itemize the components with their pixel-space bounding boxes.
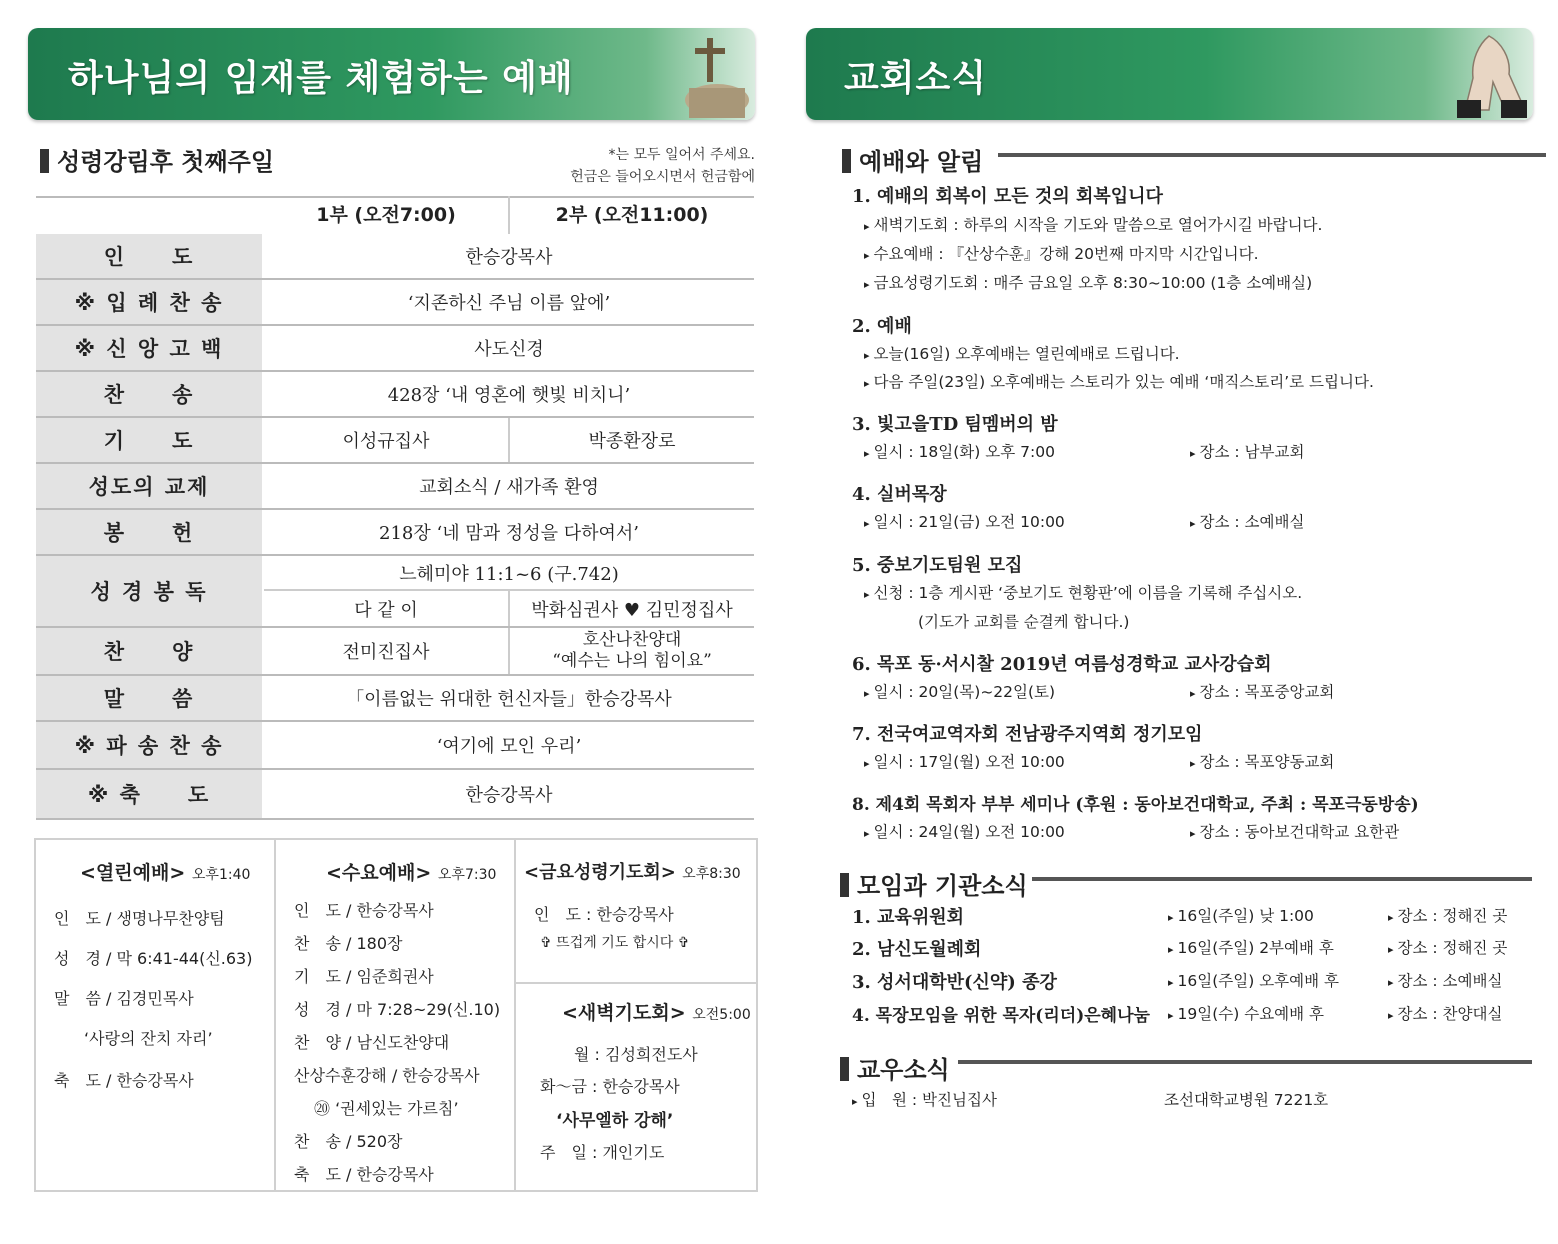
table-row (36, 510, 754, 556)
meeting-where: ▸ 장소 : 정해진 곳 (1388, 936, 1507, 958)
section-marker (40, 149, 49, 173)
meeting-when: ▸ 16일(주일) 오후예배 후 (1168, 969, 1339, 991)
section-marker (842, 149, 851, 173)
meeting-when: ▸ 16일(주일) 낮 1:00 (1168, 904, 1314, 926)
geumyo-title: <금요성령기도회> 오후8:30 (524, 862, 741, 883)
meeting-name: 1. 교육위원회 (852, 907, 964, 928)
row-value: 사도신경 (474, 339, 544, 360)
table-row (36, 556, 754, 628)
table-row (36, 464, 754, 510)
news-banner-title: 교회소식 (844, 58, 988, 99)
table-top-line (36, 196, 754, 198)
row-label: 인 도 (36, 234, 262, 278)
yeollin-line: ‘사랑의 잔치 자리’ (84, 1029, 213, 1048)
notice-detail: ▸ 일시 : 18일(화) 오후 7:00 (864, 440, 1055, 462)
notice-title: 1. 예배의 회복이 모든 것의 회복입니다 (852, 186, 1163, 207)
yeollin-service-box (34, 838, 276, 1192)
row-label: 성도의 교제 (36, 464, 262, 508)
hospital-notice: ▸ 입 원 : 박진님집사 (852, 1088, 997, 1110)
row-value-2: 박화심권사 ♥ 김민정집사 (531, 599, 733, 621)
row-value: 428장 ‘내 영혼에 햇빛 비치니’ (387, 385, 631, 406)
row-label: 찬 양 (36, 628, 262, 674)
yeollin-line: 축 도 / 한승강목사 (54, 1071, 194, 1090)
standing-note: *는 모두 일어서 주세요. (608, 147, 755, 163)
meeting-where: ▸ 장소 : 소예배실 (1388, 969, 1502, 991)
table-row (36, 418, 754, 464)
row-value-1: 이성규집사 (342, 431, 430, 452)
yeollin-title: <열린예배> 오후1:40 (80, 862, 251, 884)
worship-banner (28, 28, 755, 120)
notice-title: 7. 전국여교역자회 전남광주지역회 정기모임 (852, 724, 1203, 745)
row-label: ※ 파 송 찬 송 (36, 722, 262, 768)
row-value-1: 전미진집사 (342, 642, 430, 663)
notice-detail: ▸ 금요성령기도회 : 매주 금요일 오후 8:30~10:00 (1층 소예배실) (864, 271, 1312, 293)
row-value: 한승강목사 (465, 785, 553, 806)
row-label: 말 씀 (36, 676, 262, 720)
choir-name: 호산나찬양대 (582, 630, 682, 650)
section-marker (840, 1057, 849, 1081)
suyo-line: ⑳ ‘권세있는 가르침’ (314, 1099, 459, 1118)
suyo-line: 기 도 / 임준희권사 (294, 967, 434, 986)
notice-detail-note: (기도가 교회를 순결케 합니다.) (918, 613, 1130, 631)
meeting-when: ▸ 19일(수) 수요예배 후 (1168, 1002, 1324, 1024)
suyo-line: 축 도 / 한승강목사 (294, 1165, 434, 1184)
row-value: 교회소식 / 새가족 환영 (419, 477, 599, 498)
notice-detail: ▸ 오늘(16일) 오후예배는 열린예배로 드립니다. (864, 342, 1180, 364)
meeting-when: ▸ 16일(주일) 2부예배 후 (1168, 936, 1334, 958)
notice-place: ▸ 장소 : 소예배실 (1190, 510, 1304, 532)
service-section-title: 성령강림후 첫째주일 (40, 142, 274, 177)
row-value: ‘지존하신 주님 이름 앞에’ (407, 293, 611, 314)
suyo-line: 찬 송 / 520장 (294, 1132, 403, 1151)
meeting-where: ▸ 장소 : 찬양대실 (1388, 1002, 1502, 1024)
anthem-title: “예수는 나의 힘이요” (552, 651, 712, 671)
geumyo-line: 인 도 : 한승강목사 (534, 905, 674, 924)
suyo-line: 성 경 / 마 7:28~29(신.10) (294, 1000, 501, 1019)
notice-title: 2. 예배 (852, 316, 912, 337)
yeollin-line: 인 도 / 생명나무찬양팀 (54, 909, 225, 928)
worship-notice-heading: 예배와 알림 (842, 142, 983, 177)
notice-title: 8. 제4회 목회자 부부 세미나 (후원 : 동아보건대학교, 주최 : 목포극동방송) (852, 795, 1419, 815)
meeting-name: 3. 성서대학반(신약) 종강 (852, 972, 1057, 993)
row-value: ‘여기에 모인 우리’ (436, 736, 582, 757)
row-value-2: 박종환장로 (588, 431, 676, 452)
news-banner (806, 28, 1533, 120)
praying-hands-icon (1449, 30, 1529, 118)
table-row (36, 770, 754, 820)
notice-detail: ▸ 새벽기도회 : 하루의 시작을 기도와 말씀으로 열어가시길 바랍니다. (864, 213, 1322, 235)
meeting-name: 4. 목장모임을 위한 목자(리더)은혜나눔 (852, 1006, 1150, 1026)
geumyo-line: ✞ 뜨겁게 기도 합시다 ✞ (540, 935, 690, 951)
offering-note: 헌금은 들어오시면서 헌금함에 (570, 169, 755, 185)
notice-detail: ▸ 다음 주일(23일) 오후예배는 스토리가 있는 예배 ‘매직스토리’로 드립니다. (864, 370, 1374, 392)
worship-banner-title: 하나님의 임재를 체험하는 예배 (68, 58, 574, 99)
section-marker (840, 873, 849, 897)
header-divider (508, 196, 510, 234)
notice-detail: ▸ 신청 : 1층 게시판 ‘중보기도 현황판’에 이름을 기록해 주십시오. (864, 581, 1302, 603)
row-label: ※ 신 앙 고 백 (36, 326, 262, 370)
notice-place: ▸ 장소 : 목포양동교회 (1190, 750, 1334, 772)
saebyeok-line: 주 일 : 개인기도 (540, 1143, 665, 1162)
table-row (36, 280, 754, 326)
heading-rule (998, 153, 1546, 157)
row-label: ※ 입 례 찬 송 (36, 280, 262, 324)
table-row (36, 676, 754, 722)
notice-title: 3. 빛고을TD 팀멤버의 밤 (852, 414, 1058, 435)
table-row (36, 372, 754, 418)
saebyeok-line: 월 : 김성희전도사 (574, 1045, 698, 1064)
cross-tower-icon (679, 34, 749, 118)
meetings-heading: 모임과 기관소식 (840, 866, 1028, 901)
row-value-1: 다 같 이 (354, 599, 418, 621)
row-label: 기 도 (36, 418, 262, 462)
notice-place: ▸ 장소 : 동아보건대학교 요한관 (1190, 820, 1399, 842)
table-row (36, 628, 754, 676)
members-news-heading: 교우소식 (840, 1050, 950, 1085)
hospital-place: 조선대학교병원 7221호 (1164, 1091, 1329, 1109)
meeting-name: 2. 남신도월례회 (852, 939, 982, 960)
notice-detail: ▸ 일시 : 24일(월) 오전 10:00 (864, 820, 1065, 842)
suyo-line: 산상수훈강해 / 한승강목사 (294, 1066, 480, 1085)
row-label: ※ 축 도 (36, 770, 262, 818)
table-row (36, 234, 754, 280)
notice-place: ▸ 장소 : 목포중앙교회 (1190, 680, 1334, 702)
yeollin-line: 말 씀 / 김경민목사 (54, 989, 194, 1008)
saebyeok-line: ‘사무엘하 강해’ (556, 1111, 674, 1131)
row-label: 봉 헌 (36, 510, 262, 554)
service-2-header: 2부 (오전11:00) (555, 204, 709, 226)
notice-place: ▸ 장소 : 남부교회 (1190, 440, 1304, 462)
notice-detail: ▸ 일시 : 20일(목)~22일(토) (864, 680, 1055, 702)
suyo-title: <수요예배> 오후7:30 (326, 862, 497, 884)
saebyeok-line: 화～금 : 한승강목사 (540, 1077, 680, 1096)
yeollin-line: 성 경 / 막 6:41-44(신.63) (54, 949, 253, 968)
row-value-2 (510, 628, 754, 674)
row-value: 218장 ‘네 맘과 정성을 다하여서’ (379, 523, 639, 544)
row-value: 한승강목사 (465, 247, 553, 268)
notice-title: 4. 실버목장 (852, 484, 947, 505)
meeting-where: ▸ 장소 : 정해진 곳 (1388, 904, 1507, 926)
table-row (36, 326, 754, 372)
service-1-header: 1부 (오전7:00) (316, 204, 456, 226)
suyo-line: 인 도 / 한승강목사 (294, 901, 434, 920)
notice-detail: ▸ 수요예배 : 『산상수훈』강해 20번째 마지막 시간입니다. (864, 242, 1259, 264)
table-row (36, 722, 754, 770)
notice-detail: ▸ 일시 : 21일(금) 오전 10:00 (864, 510, 1065, 532)
row-label: 찬 송 (36, 372, 262, 416)
suyo-line: 찬 송 / 180장 (294, 934, 403, 953)
notice-title: 5. 중보기도팀원 모집 (852, 555, 1023, 576)
row-label: 성 경 봉 독 (36, 556, 262, 626)
row-value-top: 느헤미야 11:1~6 (구.742) (399, 564, 619, 585)
suyo-line: 찬 양 / 남신도찬양대 (294, 1033, 450, 1052)
row-value: 「이름없는 위대한 헌신자들」한승강목사 (346, 689, 672, 710)
notice-detail: ▸ 일시 : 17일(월) 오전 10:00 (864, 750, 1065, 772)
saebyeok-title: <새벽기도회> 오전5:00 (562, 1002, 751, 1024)
heading-rule (1032, 877, 1532, 881)
heading-rule (958, 1060, 1532, 1064)
notice-title: 6. 목포 동·서시찰 2019년 여름성경학교 교사강습회 (852, 654, 1272, 675)
